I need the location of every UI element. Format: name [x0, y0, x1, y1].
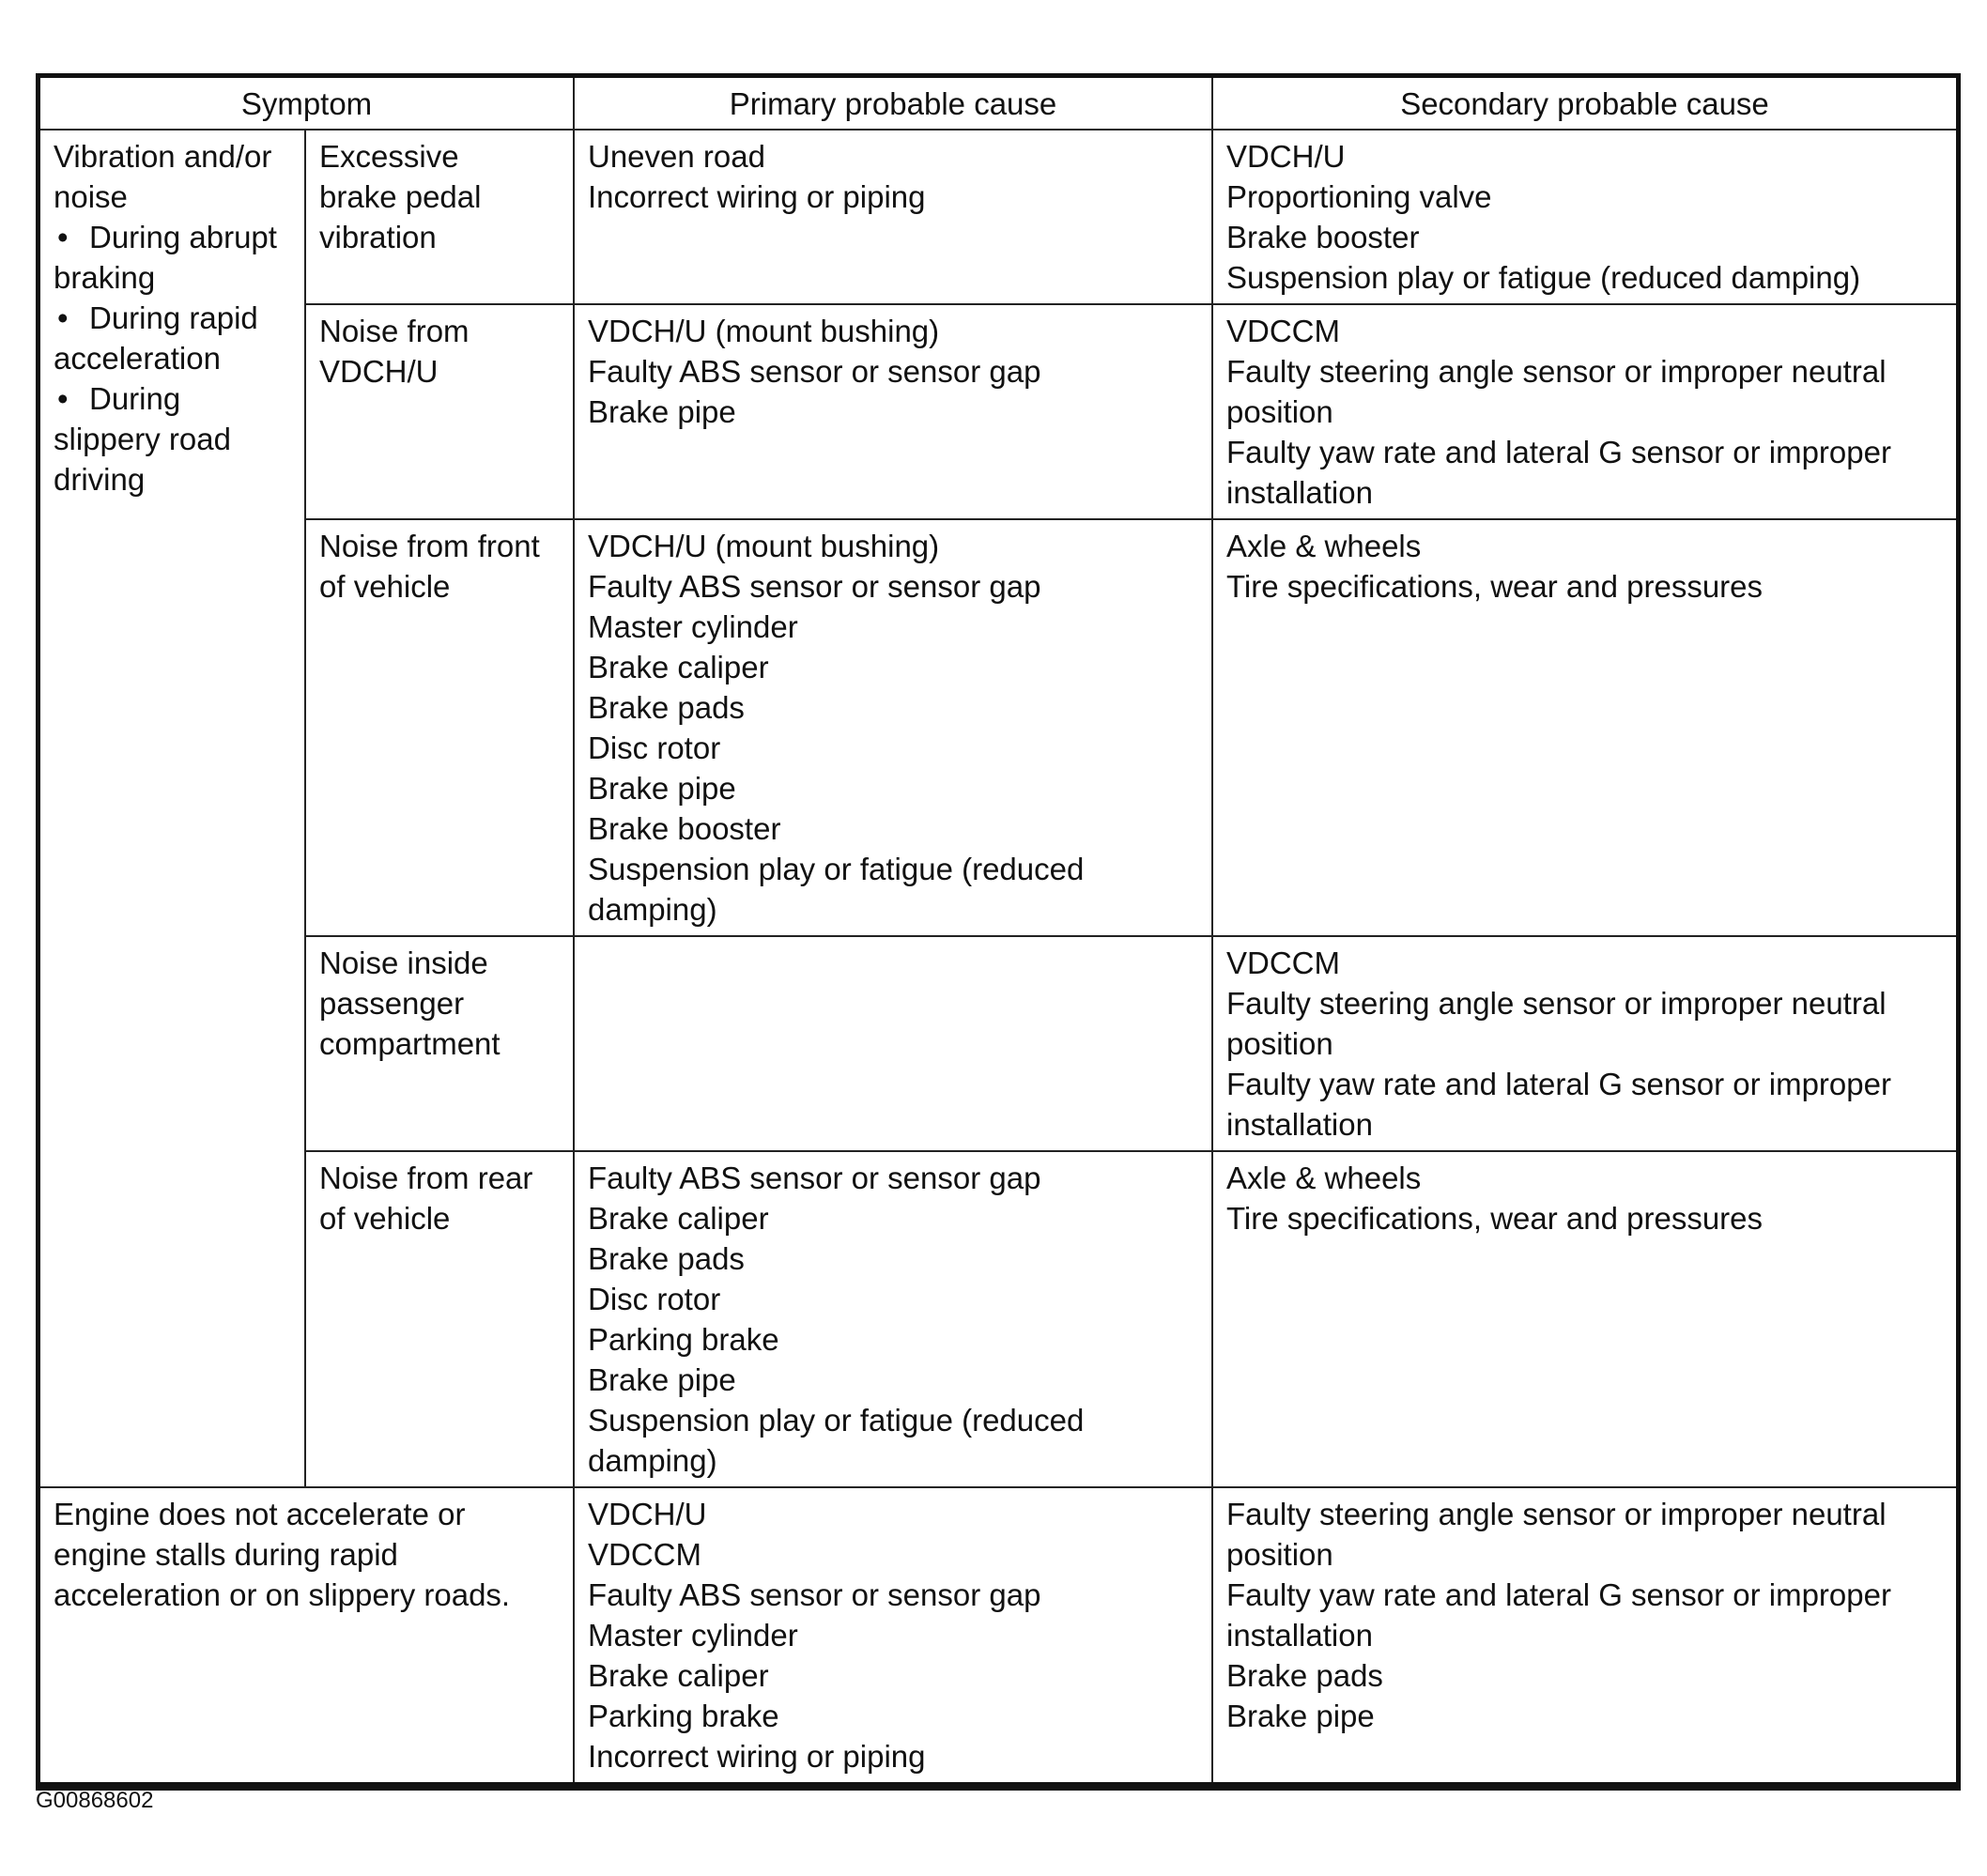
cause-item: VDCH/U [1226, 139, 1346, 174]
cause-item: Faulty steering angle sensor or improper neutral position [1226, 986, 1887, 1061]
cause-item: Brake pipe [588, 394, 736, 429]
cause-item: Brake pads [588, 1241, 745, 1276]
table-row [40, 1487, 1956, 1782]
symptom-group-title-line: noise [54, 179, 128, 214]
cause-item: Parking brake [588, 1699, 779, 1733]
cause-item: VDCCM [588, 1537, 701, 1572]
primary-cause-cell [574, 304, 1212, 519]
secondary-cause-cell [1212, 1151, 1956, 1487]
cause-item: Parking brake [588, 1322, 779, 1357]
cause-item: Disc rotor [588, 730, 721, 765]
header-row [40, 78, 1956, 130]
header-symptom: Symptom [40, 78, 574, 130]
primary-cause-cell [574, 130, 1212, 304]
secondary-cause-cell [1212, 304, 1956, 519]
sub-symptom-line: vibration [319, 220, 437, 254]
cause-item: Brake caliper [588, 1201, 769, 1236]
table-row [40, 304, 1956, 519]
cause-item: Axle & wheels [1226, 1161, 1422, 1195]
table-row [40, 1151, 1956, 1487]
sub-symptom-line: Noise from front [319, 529, 540, 563]
cause-item: Brake pipe [1226, 1699, 1375, 1733]
sub-symptom-cell [305, 519, 574, 936]
cause-item: Faulty yaw rate and lateral G sensor or improper installation [1226, 1577, 1891, 1653]
cause-item: Tire specifications, wear and pressures [1226, 569, 1764, 604]
symptom-condition-item: • During abrupt braking [54, 217, 291, 298]
cause-item: Faulty ABS sensor or sensor gap [588, 569, 1041, 604]
sub-symptom-cell [305, 304, 574, 519]
symptom-condition-item: • During rapid acceleration [54, 298, 291, 378]
cause-item: VDCH/U (mount bushing) [588, 314, 940, 348]
cause-item: Brake caliper [588, 650, 769, 684]
sub-symptom-line: compartment [319, 1026, 501, 1061]
sub-symptom-line: Excessive [319, 139, 459, 174]
cause-item: Faulty yaw rate and lateral G sensor or improper installation [1226, 435, 1891, 510]
sub-symptom-cell [305, 1151, 574, 1487]
table-row [40, 519, 1956, 936]
cause-item: Suspension play or fatigue (reduced damping) [588, 1403, 1085, 1478]
sub-symptom-cell [305, 130, 574, 304]
cause-item: Brake booster [588, 811, 781, 846]
cause-item: Faulty steering angle sensor or improper neutral position [1226, 354, 1887, 429]
cause-item: VDCCM [1226, 946, 1340, 980]
cause-item: Master cylinder [588, 609, 798, 644]
symptom-condition-item: • During slippery road driving [54, 378, 291, 500]
figure-id: G00868602 [36, 1788, 154, 1813]
cause-item: Incorrect wiring or piping [588, 1739, 926, 1774]
cause-item: Suspension play or fatigue (reduced damping) [588, 852, 1085, 927]
cause-item: Brake booster [1226, 220, 1420, 254]
cause-item: Faulty yaw rate and lateral G sensor or improper installation [1226, 1067, 1891, 1142]
sub-symptom-line: Noise inside [319, 946, 488, 980]
diagnosis-table-frame [36, 73, 1961, 1791]
cause-item: Tire specifications, wear and pressures [1226, 1201, 1764, 1236]
cause-item: Proportioning valve [1226, 179, 1492, 214]
cause-item: Brake pads [588, 690, 745, 725]
primary-cause-cell [574, 1487, 1212, 1782]
sub-symptom-line: Noise from [319, 314, 470, 348]
symptom-engine-cell: Engine does not accelerate or engine stalls during rapid acceleration or on slippery roads. [40, 1487, 574, 1782]
cause-item: Faulty ABS sensor or sensor gap [588, 1577, 1041, 1612]
sub-symptom-line: passenger [319, 986, 465, 1021]
sub-symptom-cell [305, 936, 574, 1151]
primary-cause-cell [574, 1151, 1212, 1487]
cause-item: Master cylinder [588, 1618, 798, 1653]
cause-item: Disc rotor [588, 1282, 721, 1316]
diagnosis-table [40, 78, 1956, 1782]
cause-item: Incorrect wiring or piping [588, 179, 926, 214]
primary-cause-cell [574, 519, 1212, 936]
cause-item: Faulty ABS sensor or sensor gap [588, 354, 1041, 389]
cause-item: Suspension play or fatigue (reduced damping) [1226, 260, 1861, 295]
cause-item: Brake pads [1226, 1658, 1383, 1693]
sub-symptom-line: VDCH/U [319, 354, 439, 389]
cause-item: VDCH/U [588, 1497, 707, 1531]
secondary-cause-cell [1212, 519, 1956, 936]
primary-cause-cell-empty [574, 936, 1212, 1151]
cause-item: Brake pipe [588, 1362, 736, 1397]
secondary-cause-cell [1212, 936, 1956, 1151]
cause-item: Faulty ABS sensor or sensor gap [588, 1161, 1041, 1195]
table-row [40, 936, 1956, 1151]
secondary-cause-cell [1212, 130, 1956, 304]
cause-item: Brake caliper [588, 1658, 769, 1693]
cause-item: VDCCM [1226, 314, 1340, 348]
cause-item: Uneven road [588, 139, 765, 174]
symptom-group-vibration-noise [40, 130, 305, 1487]
cause-item: VDCH/U (mount bushing) [588, 529, 940, 563]
cause-item: Faulty steering angle sensor or improper neutral position [1226, 1497, 1887, 1572]
sub-symptom-line: brake pedal [319, 179, 482, 214]
sub-symptom-line: Noise from rear [319, 1161, 533, 1195]
sub-symptom-line: of vehicle [319, 569, 451, 604]
sub-symptom-line: of vehicle [319, 1201, 451, 1236]
symptom-group-title-line: Vibration and/or [54, 139, 272, 174]
cause-item: Brake pipe [588, 771, 736, 806]
table-row [40, 130, 1956, 304]
header-primary-cause: Primary probable cause [574, 78, 1212, 130]
cause-item: Axle & wheels [1226, 529, 1422, 563]
secondary-cause-cell [1212, 1487, 1956, 1782]
header-secondary-cause: Secondary probable cause [1212, 78, 1956, 130]
